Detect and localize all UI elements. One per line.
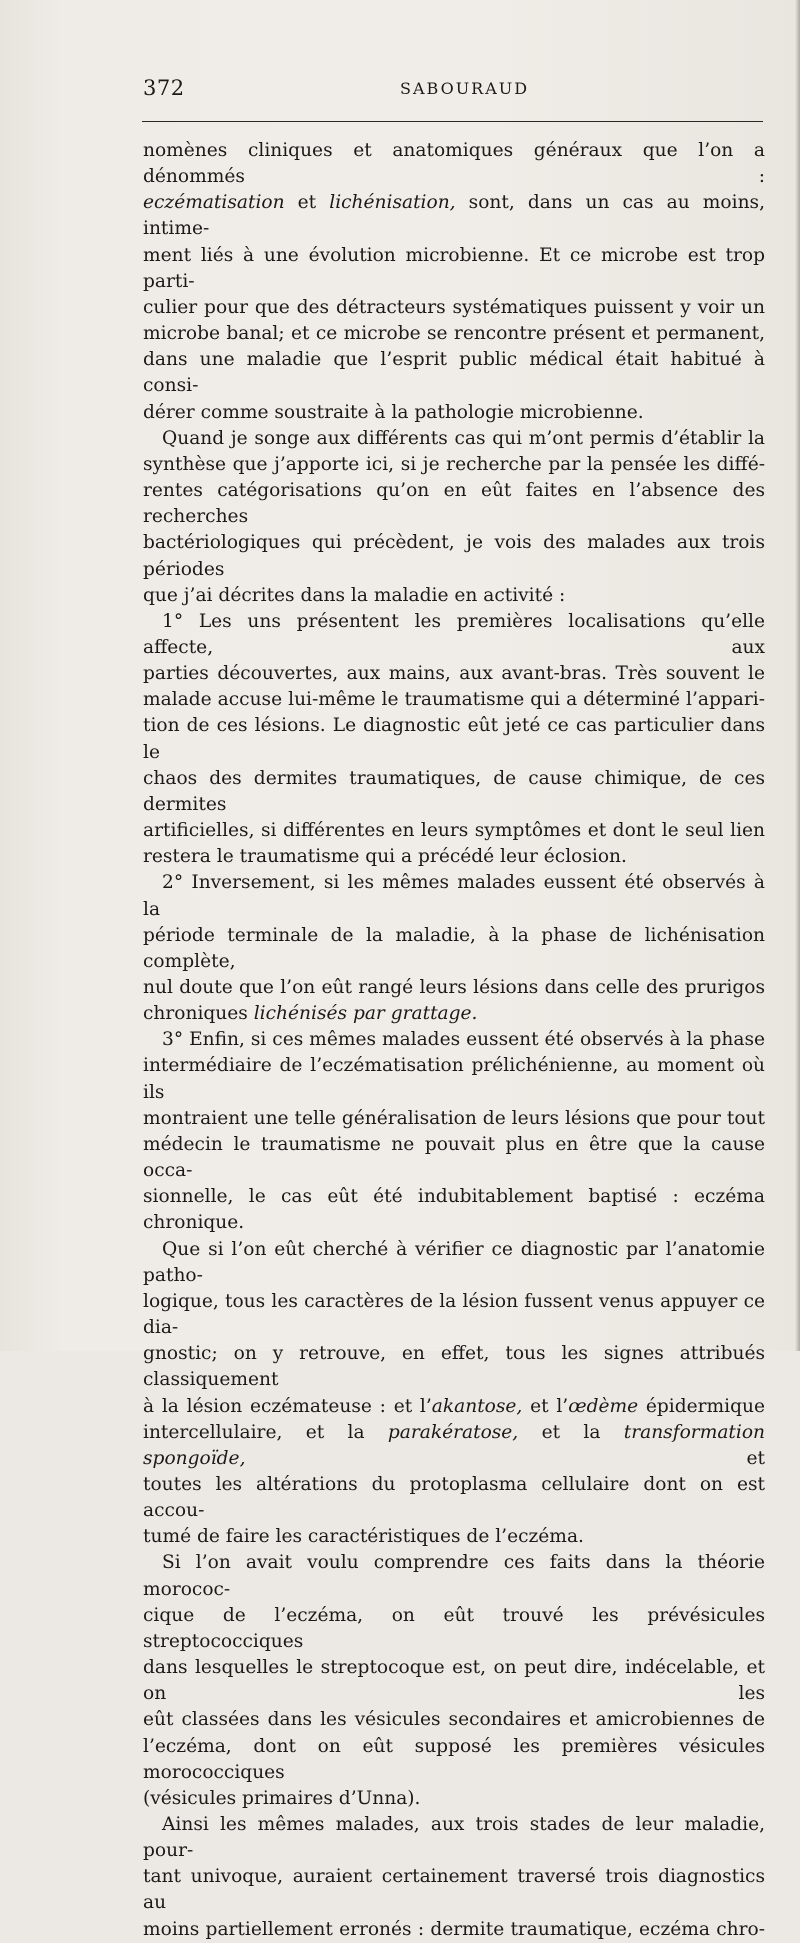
paragraph	[143, 295, 765, 321]
paragraph	[143, 844, 765, 870]
paragraph	[143, 1472, 765, 1524]
text-line: ment liés à une évolution microbienne. Et ce microbe est trop parti-	[143, 244, 765, 292]
text-line: toutes les altérations du protoplasma cellulaire dont on est accou-	[143, 1473, 765, 1522]
paragraph	[143, 1132, 765, 1184]
paragraph	[143, 1786, 765, 1812]
paragraph	[143, 1864, 765, 1916]
paragraph	[143, 1812, 765, 1864]
text-line: nul doute que l’on eût rangé leurs lésions dans celle des prurigos	[143, 977, 765, 998]
paragraph: eczématisation et lichénisation, sont, dans un cas au moins, intime-	[143, 192, 765, 240]
text-line: l’eczéma, dont on eût supposé les premières vésicules morococciques	[143, 1735, 765, 1783]
header-rule	[142, 121, 763, 122]
paragraph	[143, 530, 765, 582]
text-line: dans lesquelles le streptocoque est, on peut dire, indécelable, et on les	[143, 1657, 765, 1705]
paragraph	[143, 766, 765, 818]
paragraph	[143, 138, 765, 190]
paragraph	[143, 321, 765, 347]
body-text	[143, 138, 765, 1943]
paragraph	[143, 452, 765, 478]
paragraph	[143, 1053, 765, 1105]
paragraph	[143, 975, 765, 1001]
page-edge-shadow	[795, 0, 800, 1351]
paragraph: à la lésion eczémateuse : et l’akantose, et l’œdème épidermique	[143, 1395, 766, 1417]
paragraph	[143, 1917, 765, 1943]
paragraph: intercellulaire, et la parakératose, et la transformation spongoïde, et	[143, 1421, 765, 1469]
paragraph	[143, 400, 765, 426]
paragraph	[143, 1341, 765, 1393]
paragraph	[143, 583, 765, 609]
text-line: montraient une telle généralisation de leurs lésions que pour tout	[143, 1107, 765, 1129]
text-line: médecin le traumatisme ne pouvait plus en être que la cause occa-	[143, 1133, 765, 1182]
paragraph	[143, 1184, 765, 1236]
italic-term: lichénisés par grattage.	[253, 1003, 478, 1025]
text-line: 1° Les uns présentent les premières localisations qu’elle affecte, aux	[143, 610, 765, 658]
paragraph	[143, 713, 765, 765]
text-line: parties découvertes, aux mains, aux avant-bras. Très souvent le	[143, 663, 765, 685]
italic-term: eczématisation	[143, 192, 285, 214]
paragraph	[143, 1524, 765, 1550]
paragraph	[143, 1289, 765, 1341]
paragraph	[143, 426, 765, 452]
text-line: rentes catégorisations qu’on en eût faites en l’absence des recherches	[143, 480, 765, 528]
italic-term: akantose,	[431, 1395, 523, 1417]
paragraph	[143, 661, 765, 687]
text-line: intermédiaire de l’eczématisation prélichénienne, au moment où ils	[143, 1055, 765, 1103]
running-title: SABOURAUD	[400, 79, 530, 98]
text-line: Si l’on avait voulu comprendre ces faits dans la théorie morococ-	[143, 1552, 765, 1600]
text-line: logique, tous les caractères de la lésion fussent venus appuyer ce dia-	[143, 1290, 765, 1339]
paragraph	[143, 1603, 765, 1655]
text-line: tumé de faire les caractéristiques de l’eczéma.	[143, 1526, 584, 1548]
paragraph	[143, 1027, 765, 1053]
text-line: cique de l’eczéma, on eût trouvé les prévésicules streptococciques	[143, 1604, 765, 1652]
text-line: dérer comme soustraite à la pathologie microbienne.	[143, 401, 644, 423]
paragraph	[143, 1734, 765, 1786]
text-line: microbe banal; et ce microbe se rencontre présent et permanent,	[143, 323, 765, 345]
paragraph	[143, 818, 765, 844]
text-line: artificielles, si différentes en leurs symptômes et dont le seul lien	[143, 820, 765, 842]
running-header	[143, 76, 763, 106]
paragraph	[143, 1707, 765, 1733]
text-line: 2° Inversement, si les mêmes malades eussent été observés à la	[143, 872, 765, 920]
text-line: tion de ces lésions. Le diagnostic eût jeté ce cas particulier dans le	[143, 715, 765, 763]
text-line: que j’ai décrites dans la maladie en activité :	[143, 584, 566, 606]
italic-term: œdème	[568, 1395, 639, 1417]
paragraph	[143, 347, 765, 399]
text-line: sionnelle, le cas eût été indubitablement baptisé : eczéma chronique.	[143, 1186, 765, 1234]
text-line: Ainsi les mêmes malades, aux trois stades de leur maladie, pour-	[143, 1814, 765, 1862]
paragraph	[143, 243, 765, 295]
paragraph	[143, 1550, 765, 1602]
text-line: (vésicules primaires d’Unna).	[143, 1787, 421, 1809]
text-line: eût classées dans les vésicules secondaires et amicrobiennes de	[143, 1709, 765, 1731]
paragraph: chroniques lichénisés par grattage.	[143, 1003, 478, 1025]
text-line: 3° Enfin, si ces mêmes malades eussent été observés à la phase	[162, 1029, 765, 1051]
italic-term: parakératose,	[387, 1421, 519, 1443]
text-line: tant univoque, auraient certainement traversé trois diagnostics au	[143, 1866, 765, 1914]
italic-term: lichénisation,	[329, 192, 456, 214]
paragraph	[143, 923, 765, 975]
paragraph	[143, 478, 765, 530]
paragraph	[143, 870, 765, 922]
paragraph	[143, 1655, 765, 1707]
text-line: malade accuse lui-même le traumatisme qui a déterminé l’appari-	[143, 689, 765, 711]
text-line: gnostic; on y retrouve, en effet, tous les signes attribués classiquement	[143, 1343, 765, 1391]
text-line: dans une maladie que l’esprit public médical était habitué à consi-	[143, 349, 765, 397]
paragraph	[143, 1237, 765, 1289]
text-line: bactériologiques qui précèdent, je vois des malades aux trois périodes	[143, 532, 765, 580]
text-line: synthèse que j’apporte ici, si je recherche par la pensée les diffé-	[143, 453, 765, 475]
paragraph	[143, 687, 765, 713]
text-line: restera le traumatisme qui a précédé leur éclosion.	[143, 846, 627, 868]
text-line: période terminale de la maladie, à la phase de lichénisation complète,	[143, 924, 765, 972]
text-line: nomènes cliniques et anatomiques généraux que l’on a dénommés :	[143, 140, 765, 188]
text-line: culier pour que des détracteurs systématiques puissent y voir un	[143, 296, 765, 318]
text-line: Quand je songe aux différents cas qui m’ont permis d’établir la	[162, 427, 765, 449]
text-line: moins partiellement erronés : dermite traumatique, eczéma chro-	[143, 1918, 765, 1940]
paragraph	[143, 1106, 765, 1132]
paragraph	[143, 609, 765, 661]
italic-term: transformation spongoïde,	[143, 1421, 765, 1469]
page-number: 372	[143, 76, 185, 100]
text-line: chaos des dermites traumatiques, de cause chimique, de ces dermites	[143, 767, 765, 815]
text-line: Que si l’on eût cherché à vérifier ce diagnostic par l’anatomie patho-	[143, 1238, 765, 1286]
